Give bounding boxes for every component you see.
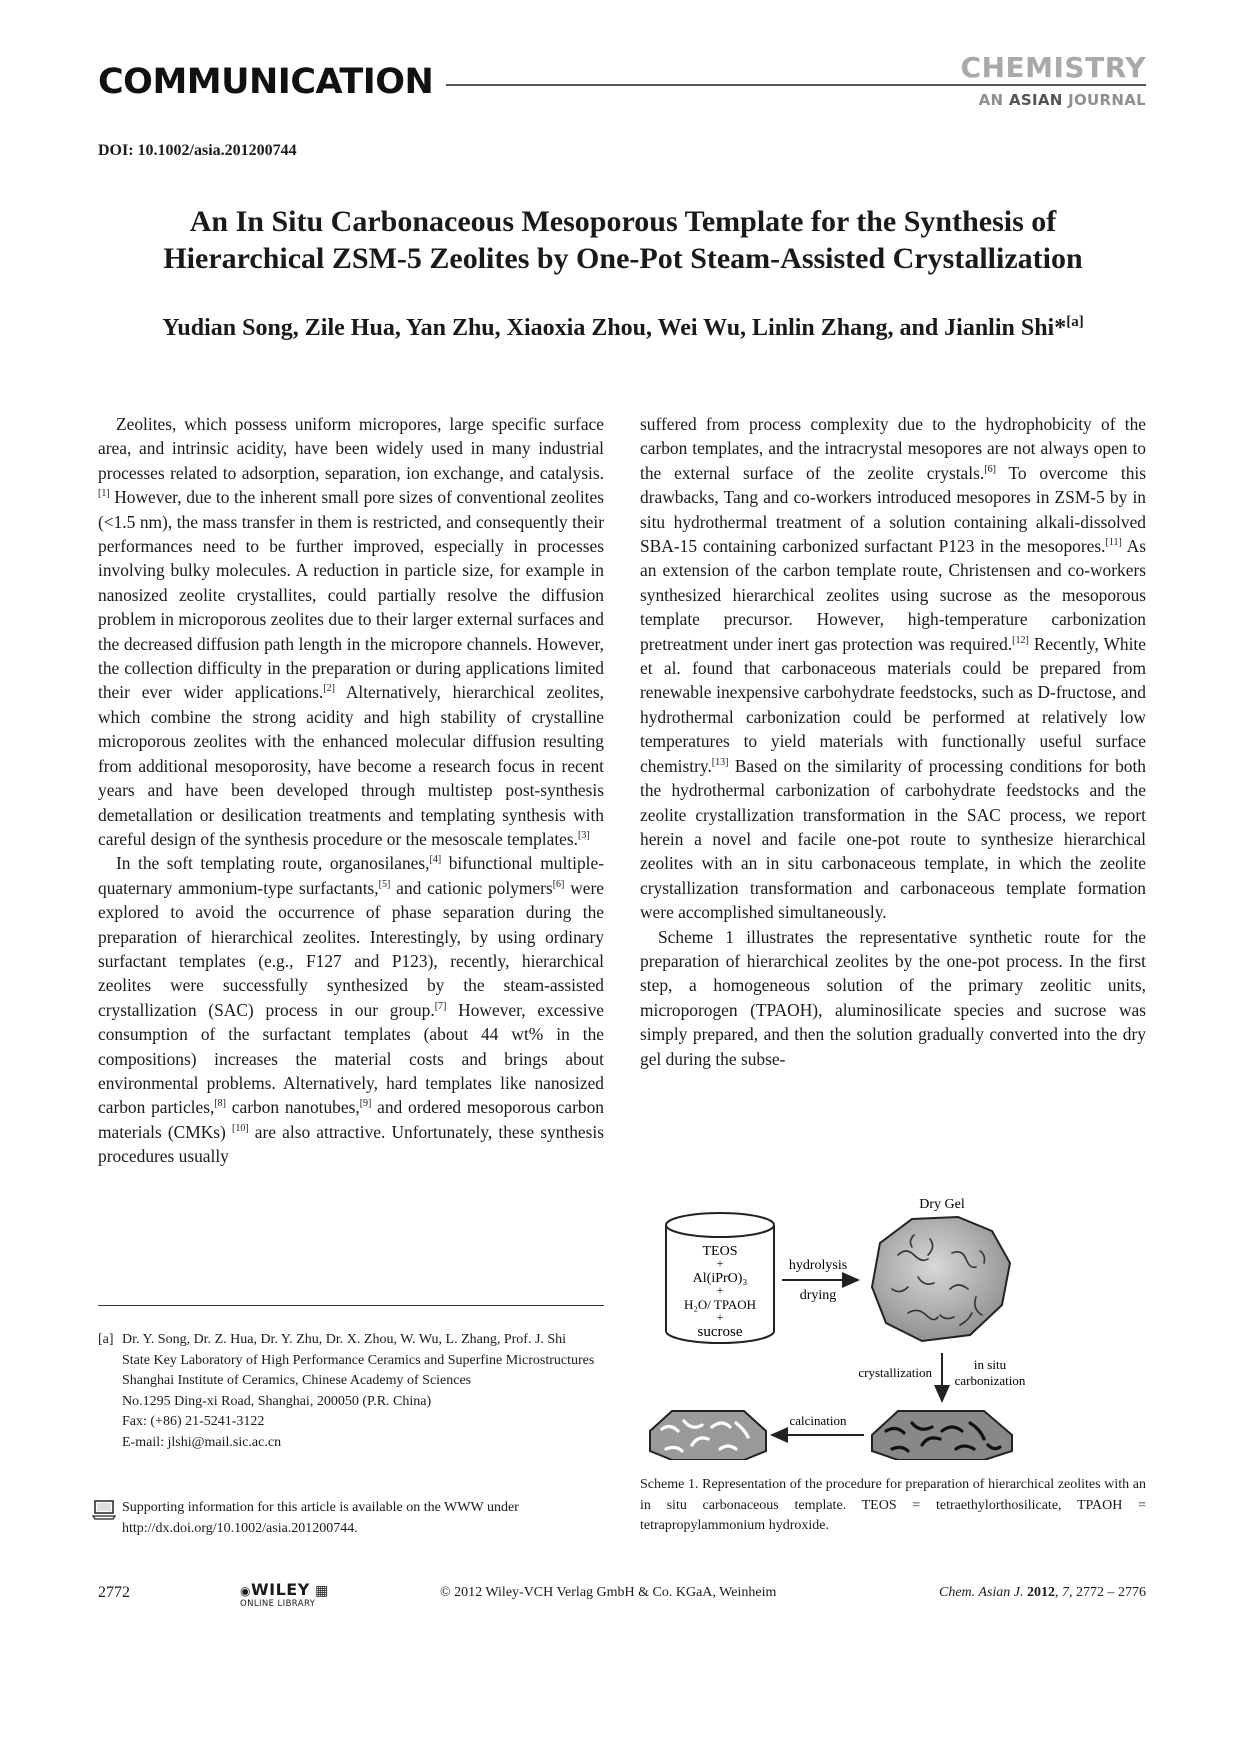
paragraph: Scheme 1 illustrates the representative synthetic route for the preparation of hierarchical zeolites by the one-pot process. In the first step, a homogeneous solution of the primary zeolitic units, microporogen (TPAOH), aluminosilicate species and sucrose was simply prepared, and then the solution gradually converted into the dry gel during the subse- [640,926,1146,1069]
reference[interactable]: [12] [1012,634,1029,646]
reference[interactable]: [1] [98,488,110,500]
journal-subtitle: AN ASIAN JOURNAL [978,91,1146,109]
left-column [98,412,604,1169]
journal-name: CHEMISTRY [960,51,1146,84]
reference[interactable]: [13] [711,756,729,768]
reference[interactable]: [6] [552,878,565,890]
paragraph: suffered from process complexity due to the hydrophobicity of the carbon templates, and the intracrystal mesopores are not always open to the external surface of the zeolite crystals.[6] To overcome this drawbacks, Tang and co-workers introduced mesopores in ZSM-5 by in situ hydrothermal treatment of a solution containing alkali-dissolved SBA-15 containing carbonized surfactant P123 in the mesopores.[11] As an extension of the carbon template route, Christensen and co-workers synthesized hierarchical zeolites using sucrose as the mesoporous template precursor. However, high-temperature carbonization pretreatment under inert gas protection was required.[12] Recently, White et al. found that carbonaceous materials could be prepared from renewable inexpensive carbohydrate feedstocks, such as D-fructose, and hydrothermal carbonization could be performed at relatively low temperatures to yield materials with functionally useful surface chemistry.[13] Based on the similarity of processing conditions for both the hydrothermal carbonization of carbohydrate feedstocks and the zeolite crystallization transformation in the SAC process, we report herein a novel and facile one-pot route to synthesize hierarchical zeolites with an in situ carbonaceous template, in which the zeolite crystallization transformation and carbonaceous template formation were accomplished simultaneously. [640,414,1146,923]
doi: DOI: 10.1002/asia.201200744 [98,142,297,159]
affiliation-footnote: [a] Dr. Y. Song, Dr. Z. Hua, Dr. Y. Zhu, Dr. X. Zhou, W. Wu, L. Zhang, Prof. J. Shi State Key Laboratory of High Performance Ceramics and Superfine Microstructures Shanghai Institute of Ceramics, Chinese Academy of Sciences No.1295 Ding-xi Road, Shanghai, 200050 (P.R. China) Fax: (+86) 21-5241-3122 E-mail: jlshi@mail.sic.ac.cn [98,1330,604,1453]
carbonization-label: carbonization [954,1373,1026,1388]
scheme-caption: Scheme 1. Representation of the procedure for preparation of hierarchical zeolites with an in situ carbonaceous template. TEOS = tetraethylorthosilicate, TPAOH = tetrapropylammonium hydroxide. [640,1477,1146,1533]
title-line-1: An In Situ Carbonaceous Mesoporous Template for the Synthesis of [189,205,1057,238]
h2o-tpaoh-label: H₂O/ TPAOH [683,1297,757,1312]
supporting-info-note [92,1498,604,1539]
carbon-zeolite-particle [872,1411,1012,1460]
page-number: 2772 [98,1584,130,1601]
footnote-rule [98,1305,604,1306]
reference[interactable]: [10] [231,1122,249,1134]
reference[interactable]: [8] [214,1098,226,1110]
reference[interactable]: [6] [984,464,996,476]
reference[interactable]: [4] [429,854,442,866]
reference[interactable]: [3] [578,830,590,842]
journal-citation: Chem. Asian J. 2012, 7, 2772 – 2776 [938,1585,1146,1600]
wiley-online-library-logo: ◉WILEY ▦ ONLINE LIBRARY [240,1580,329,1609]
precursor-beaker [666,1213,774,1343]
footnote-label: [a] [98,1332,114,1347]
author-list: Yudian Song, Zile Hua, Yan Zhu, Xiaoxia Zhou, Wei Wu, Linlin Zhang, and Jianlin Shi*[a] [162,314,1084,341]
copyright: © 2012 Wiley-VCH Verlag GmbH & Co. KGaA, Weinheim [440,1585,777,1600]
teos-label: TEOS [702,1244,738,1259]
scheme-1-figure [640,1195,1146,1460]
paragraph: Zeolites, which possess uniform micropores, large specific surface area, and intrinsic acidity, have been widely used in many industrial processes related to adsorption, separation, ion exchange, and catalysis.[1] However, due to the inherent small pore sizes of conventional zeolites (<1.5 nm), the mass transfer in them is restricted, and consequently their performances need to be further improved, especially in processes involving bulky molecules. A reduction in particle size, for example in nanosized zeolite crystallites, could partially resolve the diffusion problem in microporous zeolites due to their larger external surfaces and the decreased diffusion path length in the micropore channels. However, the collection difficulty in the preparation or during applications limited their ever wider applications.[2] Alternatively, hierarchical zeolites, which combine the strong acidity and high stability of crystalline microporous zeolites with the enhanced molecular diffusion resulting from additional mesoporosity, have become a research focus in recent years and have been developed through multistep post-synthesis demetallation or desilication treatments and templating synthesis with careful design of the synthesis procedure or the mesoscale templates.[3] [98,414,604,849]
book-icon: ▦ [309,1583,329,1599]
dry-gel-blob [872,1217,1010,1341]
svg-text:+: + [716,1256,724,1270]
sucrose-label: sucrose [697,1324,743,1340]
svg-text:+: + [716,1310,724,1324]
reference[interactable]: [7] [434,1000,447,1012]
in-situ-label: in situ [973,1357,1007,1372]
hierarchical-zeolite-particle [650,1411,766,1460]
hydrolysis-label: hydrolysis [788,1258,848,1273]
crystallization-label: crystallization [858,1365,932,1380]
section-label: COMMUNICATION [98,62,434,102]
supporting-info-text[interactable]: Supporting information for this article is available on the WWW under http://dx.doi.org/10.1002/asia.201200744. [122,1500,519,1536]
email[interactable]: E-mail: jlshi@mail.sic.ac.cn [122,1434,282,1450]
wiley-icon: ◉ [240,1584,251,1598]
reference[interactable]: [2] [323,683,335,695]
reference[interactable]: [11] [1105,537,1122,549]
computer-icon [92,1500,116,1520]
right-column [640,412,1146,1071]
header-rule [446,84,1146,86]
dry-gel-label: Dry Gel [919,1197,965,1212]
al-label: Al(iPrO)₃ [692,1271,748,1286]
paragraph: In the soft templating route, organosilanes,[4] bifunctional multiple-quaternary ammonium-type surfactants,[5] and cationic polymers[6] were explored to avoid the occurrence of phase separation during the preparation of hierarchical zeolites. Interestingly, by using ordinary surfactant templates (e.g., F127 and P123), recently, hierarchical zeolites were successfully synthesized by the steam-assisted crystallization (SAC) process in our group.[7] However, excessive consumption of the surfactant templates (about 44 wt% in the compositions) increases the material costs and brings about environmental problems. Alternatively, hard templates like nanosized carbon particles,[8] carbon nanotubes,[9] and ordered mesoporous carbon materials (CMKs) [10] are also attractive. Unfortunately, these synthesis procedures usually [98,853,605,1167]
reference[interactable]: [5] [378,878,391,890]
svg-text:+: + [716,1283,724,1297]
title-line-2: Hierarchical ZSM-5 Zeolites by One-Pot Steam-Assisted Crystallization [163,242,1083,275]
reference[interactable]: [9] [359,1098,372,1110]
article-title [100,203,1146,277]
calcination-label: calcination [789,1413,847,1428]
drying-label: drying [799,1288,837,1303]
